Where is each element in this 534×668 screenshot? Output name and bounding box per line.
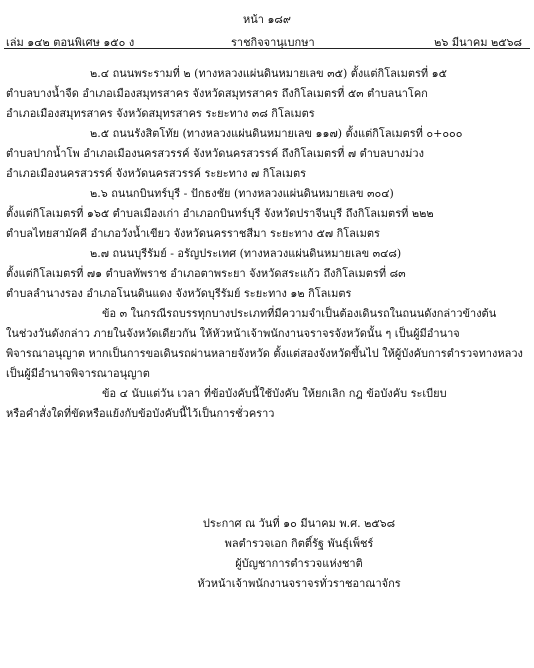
paragraph-line: อำเภอเมืองนครสวรรค์ จังหวัดนครสวรรค์ ระยะทาง ๗ กิโลเมตร <box>6 167 307 180</box>
document-body <box>6 64 528 424</box>
paragraph-line: หรือคำสั่งใดที่ขัดหรือแย้งกับข้อบังคับนี้ไว้เป็นการชั่วคราว <box>6 407 275 420</box>
paragraph-2-6 <box>6 184 528 244</box>
publication-name: ราชกิจจานุเบกษา <box>231 36 315 49</box>
paragraph-line: อำเภอเมืองสมุทรสาคร จังหวัดสมุทรสาคร ระยะทาง ๓๘ กิโลเมตร <box>6 107 315 120</box>
volume-info: เล่ม ๑๔๒ ตอนพิเศษ ๑๕๐ ง <box>6 36 135 49</box>
publication-date: ๒๖ มีนาคม ๒๕๖๘ <box>434 36 522 49</box>
signatory-position: หัวหน้าเจ้าพนักงานจราจรทั่วราชอาณาจักร <box>197 577 401 590</box>
paragraph-2-4 <box>6 64 528 124</box>
page-number: หน้า ๑๘๙ <box>243 13 291 26</box>
paragraph-line: ตำบลบางน้ำจืด อำเภอเมืองสมุทรสาคร จังหวัดสมุทรสาคร ถึงกิโลเมตรที่ ๕๓ ตำบลนาโคก <box>6 87 428 100</box>
paragraph-line: ๒.๖ ถนนกบินทร์บุรี - ปักธงชัย (ทางหลวงแผ่นดินหมายเลข ๓๐๔) <box>90 187 394 200</box>
clause-3 <box>6 304 528 384</box>
paragraph-2-7 <box>6 244 528 304</box>
paragraph-line: ๒.๕ ถนนรังสิตโทัย (ทางหลวงแผ่นดินหมายเลข ๑๑๗) ตั้งแต่กิโลเมตรที่ ๐+๐๐๐ <box>90 127 463 140</box>
paragraph-line: พิจารณาอนุญาต หากเป็นการขอเดินรถผ่านหลายจังหวัด ตั้งแต่สองจังหวัดขึ้นไป ให้ผู้บังคับการตำรวจทางหลวง <box>6 347 523 360</box>
paragraph-line: ในช่วงวันดังกล่าว ภายในจังหวัดเดียวกัน ให้หัวหน้าเจ้าพนักงานจราจรจังหวัดนั้น ๆ เป็นผู้มีอำนาจ <box>6 327 460 340</box>
signature-block <box>0 514 534 594</box>
signatory-position: ผู้บัญชาการตำรวจแห่งชาติ <box>235 557 363 570</box>
paragraph-2-5 <box>6 124 528 184</box>
paragraph-line: ข้อ ๓ ในกรณีรถบรรทุกบางประเภทที่มีความจำเป็นต้องเดินรถในถนนดังกล่าวข้างต้น <box>102 307 497 320</box>
paragraph-line: ตำบลปากน้ำโพ อำเภอเมืองนครสวรรค์ จังหวัดนครสวรรค์ ถึงกิโลเมตรที่ ๗ ตำบลบางม่วง <box>6 147 424 160</box>
paragraph-line: ตำบลลำนางรอง อำเภอโนนดินแดง จังหวัดบุรีรัมย์ ระยะทาง ๑๒ กิโลเมตร <box>6 287 352 300</box>
paragraph-line: ตั้งแต่กิโลเมตรที่ ๑๖๕ ตำบลเมืองเก่า อำเภอกบินทร์บุรี จังหวัดปราจีนบุรี ถึงกิโลเมตรที่ ๒๒๒ <box>6 207 434 220</box>
header-divider <box>4 48 530 49</box>
clause-4 <box>6 384 528 424</box>
announcement-date: ประกาศ ณ วันที่ ๑๐ มีนาคม พ.ศ. ๒๕๖๘ <box>202 517 396 530</box>
paragraph-line: ตั้งแต่กิโลเมตรที่ ๗๑ ตำบลทัพราช อำเภอตาพระยา จังหวัดสระแก้ว ถึงกิโลเมตรที่ ๘๓ <box>6 267 406 280</box>
signatory-name: พลตำรวจเอก กิตติ์รัฐ พันธุ์เพ็ชร์ <box>224 537 374 550</box>
paragraph-line: เป็นผู้มีอำนาจพิจารณาอนุญาต <box>6 367 150 380</box>
paragraph-line: ๒.๔ ถนนพระรามที่ ๒ (ทางหลวงแผ่นดินหมายเลข ๓๕) ตั้งแต่กิโลเมตรที่ ๑๕ <box>90 67 447 80</box>
paragraph-line: ๒.๗ ถนนบุรีรัมย์ - อรัญประเทศ (ทางหลวงแผ่นดินหมายเลข ๓๔๘) <box>90 247 402 260</box>
paragraph-line: ข้อ ๔ นับแต่วัน เวลา ที่ข้อบังคับนี้ใช้บังคับ ให้ยกเลิก กฎ ข้อบังคับ ระเบียบ <box>102 387 447 400</box>
paragraph-line: ตำบลไทยสามัคคี อำเภอวังน้ำเขียว จังหวัดนครราชสีมา ระยะทาง ๕๗ กิโลเมตร <box>6 227 380 240</box>
